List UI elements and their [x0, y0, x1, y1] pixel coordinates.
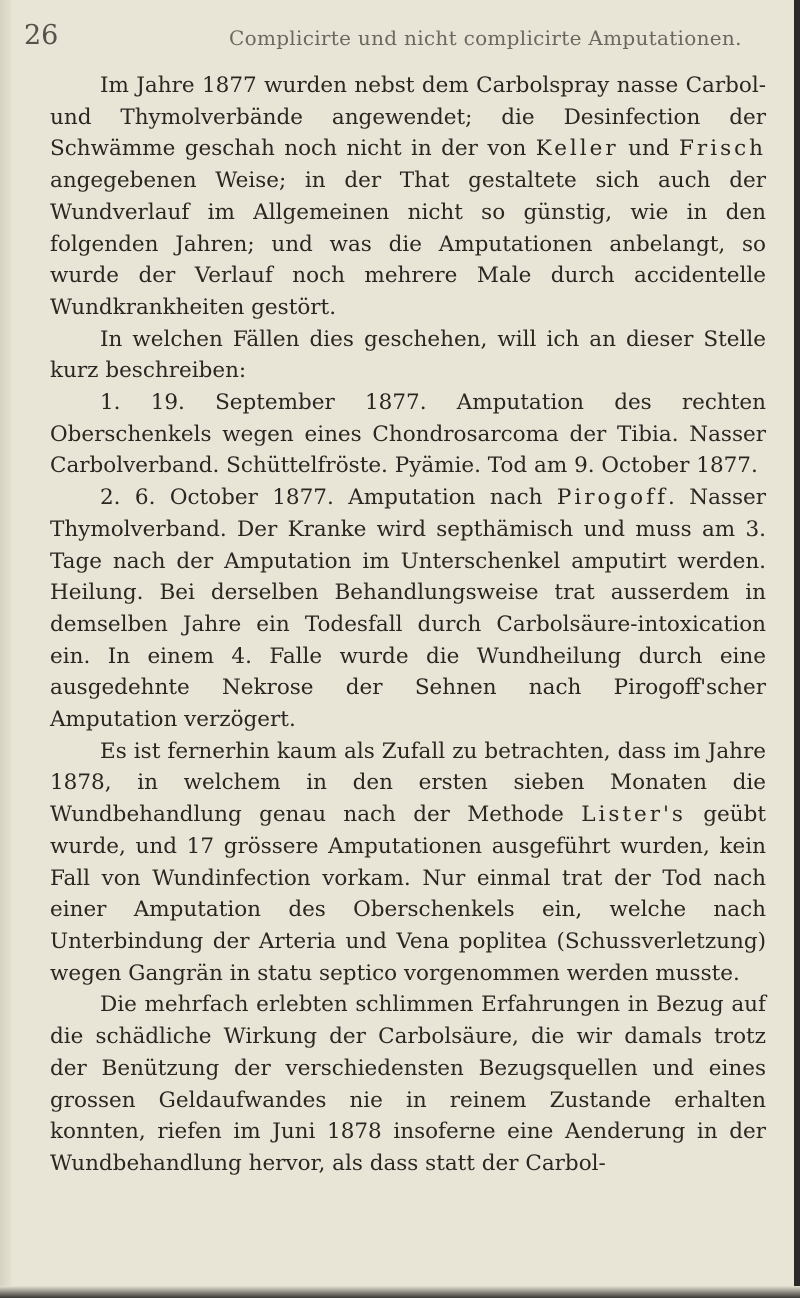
paragraph-2: In welchen Fällen dies geschehen, will ich an dieser Stelle kurz beschreiben:	[50, 326, 766, 384]
page-number: 26	[24, 20, 59, 51]
body-text	[50, 70, 766, 1180]
paragraph-1-text-a: Im Jahre 1877 wurden nebst dem Carbolspray nasse Carbol- und Thymolverbände angewendet; die Desinfection der Schwämme geschah noch nicht in der von	[50, 73, 766, 162]
running-title: Complicirte und nicht complicirte Amputationen.	[229, 26, 742, 50]
paragraph-lister-text-b: geübt wurde, und 17 grössere Amputationen ausgeführt wurden, kein Fall von Wundinfection vorkam. Nur einmal trat der Tod nach einer Amputation des Oberschenkels ein, welche nach Unterbindung der Arteria und Vena poplitea (Schussverletzung) wegen Gangrän in statu septico vorgenommen werden musste.	[50, 802, 766, 986]
case-2-text-a: 2. 6. October 1877. Amputation nach	[100, 485, 557, 511]
paragraph-final: Die mehrfach erlebten schlimmen Erfahrungen in Bezug auf die schädliche Wirkung der Carbolsäure, die wir damals trotz der Benützung der verschiedensten Bezugsquellen und eines grossen Geldaufwandes nie in reinem Zustande erhalten konnten, riefen im Juni 1878 insoferne eine Aenderung in der Wundbehandlung hervor, als dass statt der Carbol-	[50, 992, 766, 1176]
author-name-keller: Keller	[535, 136, 619, 162]
paragraph-1	[50, 70, 766, 324]
paragraph-lister	[50, 736, 766, 990]
case-2-text-b: . Nasser Thymolverband. Der Kranke wird septhämisch und muss am 3. Tage nach der Amputation im Unterschenkel amputirt werden. Heilung. Bei derselben Behandlungsweise trat ausserdem in demselben Jahre ein Todesfall durch Carbolsäure-intoxication ein. In einem 4. Falle wurde die Wundheilung durch eine ausgedehnte Nekrose der Sehnen nach Pirogoff'scher Amputation verzögert.	[50, 485, 766, 733]
case-2	[50, 482, 766, 736]
paragraph-1-text-c: angegebenen Weise; in der That gestaltete sich auch der Wundverlauf im Allgemeinen nicht so günstig, wie in den folgenden Jahren; und was die Amputationen anbelangt, so wurde der Verlauf noch mehrere Male durch accidentelle Wundkrankheiten gestört.	[50, 168, 766, 320]
page-right-edge	[794, 0, 800, 1298]
author-name-frisch: Frisch	[679, 136, 766, 162]
paragraph-lister-text-a: Es ist fernerhin kaum als Zufall zu betrachten, dass im Jahre 1878, in welchem in den ersten sieben Monaten die Wundbehandlung genau nach der Methode	[50, 738, 766, 828]
running-head	[24, 20, 784, 60]
page-bottom-shadow	[0, 1286, 800, 1298]
author-name-pirogoff: Pirogoff	[556, 485, 669, 511]
page-gutter-shadow	[0, 0, 12, 1298]
case-1: 1. 19. September 1877. Amputation des rechten Oberschenkels wegen eines Chondrosarcoma der Tibia. Nasser Carbolverband. Schüttelfröste. Pyämie. Tod am 9. October 1877.	[50, 390, 766, 479]
paragraph-1-text-b: und	[618, 136, 679, 162]
author-name-lister: Lister's	[581, 802, 686, 828]
